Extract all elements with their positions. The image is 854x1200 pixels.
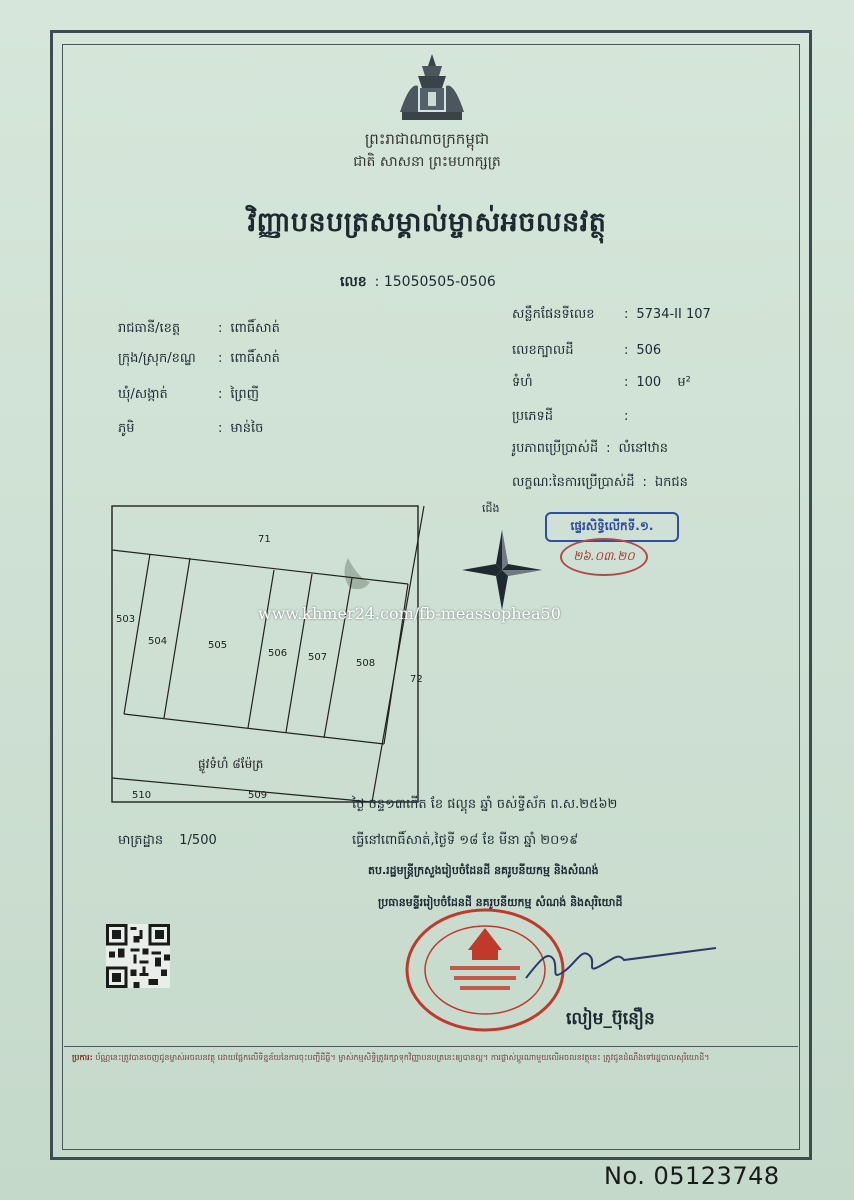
authority-line-2: ប្រធានមន្ទីររៀបចំដែនដី នគរូបនីយកម្ម សំណង់ និងសុរិយោដី <box>378 896 623 909</box>
commune-label: ឃុំ/សង្កាត់ <box>118 387 168 402</box>
parcel-number-row: លេខក្បាលដី : 506 <box>512 342 661 361</box>
footnote-label: ប្រការ: <box>72 1053 93 1062</box>
plot-label: 503 <box>116 614 136 625</box>
land-type-label: ប្រភេទដី <box>512 409 554 424</box>
road-label: ផ្លូវទំហំ ៨ម៉ែត្រ <box>198 757 264 771</box>
qr-code <box>106 924 170 988</box>
lunar-date: ថ្ងៃ ចន្ទ១៣កើត ខែ ផល្គុន ឆ្នាំ ចស់ទ្វីស័ក ព.ស.២៥៦២ <box>352 797 618 812</box>
province-value: ពោធិ៍សាត់ <box>230 321 280 336</box>
district-label: ក្រុង/ស្រុក/ខណ្ឌ <box>118 351 196 366</box>
certificate-number-label: លេខ <box>340 274 367 290</box>
north-label: ជើង <box>482 502 500 515</box>
serial-number: No. 05123748 <box>604 1162 780 1190</box>
use-character-value: ឯកជន <box>654 475 688 490</box>
area-unit: ម² <box>677 375 691 390</box>
province-label: រាជធានី/ខេត្ត <box>118 321 181 336</box>
area-label: ទំហំ <box>512 375 533 390</box>
district-value: ពោធិ៍សាត់ <box>230 351 280 366</box>
cadastral-map <box>112 506 423 802</box>
transfer-stamp: ផ្ទេរសិទ្ធិលើកទី.១. <box>545 512 679 542</box>
footnote <box>72 1052 790 1064</box>
scale-value: 1/500 <box>179 833 217 848</box>
plot-label: 507 <box>308 652 328 663</box>
plot-label: 72 <box>410 674 423 685</box>
area-value: 100 <box>636 375 662 390</box>
use-character-label: លក្ខណៈនៃការប្រើប្រាស់ដី <box>512 475 635 490</box>
land-type-row: ប្រភេទដី : <box>512 408 636 427</box>
village-value: មាន់ចៃ <box>230 421 264 436</box>
village-row: ភូមិ : មាន់ចៃ <box>118 420 263 439</box>
land-use-label: រូបភាពប្រើប្រាស់ដី <box>512 441 599 456</box>
map-scale <box>118 832 217 851</box>
date-stamp: ២៦.០៣.២០ <box>560 538 648 576</box>
map-sheet-value: 5734-II 107 <box>636 307 711 322</box>
scale-label: មាត្រដ្ឋាន <box>118 833 164 848</box>
village-label: ភូមិ <box>118 421 135 436</box>
national-motto: ជាតិ សាសនា ព្រះមហាក្សត្រ <box>353 154 501 170</box>
plot-label: 508 <box>356 658 376 669</box>
watermark-text: www.khmer24.com/fb-meassophea50 <box>258 604 561 623</box>
plot-label: 504 <box>148 636 168 647</box>
plot-label: 506 <box>268 648 288 659</box>
certificate-number: លេខ : 15050505-0506 <box>340 274 496 290</box>
parcel-number-value: 506 <box>636 343 662 358</box>
signer-name: លៀម_ប៊ុនឿន <box>566 1009 655 1029</box>
royal-arms-emblem <box>392 52 472 124</box>
certificate-title: វិញ្ញាបនបត្រសម្គាល់ម្ចាស់អចលនវត្ថុ <box>247 207 607 238</box>
issue-date: ធ្វើនៅពោធិ៍សាត់,ថ្ងៃទី ១៨ ខែ មីនា ឆ្នាំ ២០១៩ <box>352 833 579 848</box>
commune-row: ឃុំ/សង្កាត់ : ព្រៃញី <box>118 386 259 405</box>
commune-value: ព្រៃញី <box>230 387 260 402</box>
plot-label: 509 <box>248 790 268 801</box>
use-character-row: លក្ខណៈនៃការប្រើប្រាស់ដី : ឯកជន <box>512 474 688 493</box>
map-sheet-row: សន្លឹកផែនទីលេខ : 5734-II 107 <box>512 306 711 325</box>
map-sheet-label: សន្លឹកផែនទីលេខ <box>512 307 595 322</box>
parcel-number-label: លេខក្បាលដី <box>512 343 574 358</box>
plot-label: 510 <box>132 790 152 801</box>
plot-label: 505 <box>208 640 228 651</box>
land-use-row: រូបភាពប្រើប្រាស់ដី : លំនៅឋាន <box>512 440 668 459</box>
plot-label: 71 <box>258 534 271 545</box>
authority-line-1: តប.រដ្ឋមន្ត្រីក្រសួងរៀបចំដែនដី នគរូបនីយកម្ម និងសំណង់ <box>368 864 599 877</box>
north-arrow-icon <box>462 530 542 610</box>
district-row: ក្រុង/ស្រុក/ខណ្ឌ : ពោធិ៍សាត់ <box>118 350 280 369</box>
province-row: រាជធានី/ខេត្ត : ពោធិ៍សាត់ <box>118 320 280 339</box>
area-row: ទំហំ : 100 ម² <box>512 374 691 393</box>
footnote-text: ប័ណ្ណនេះត្រូវបានចេញជូនម្ចាស់អចលនវត្ថុ ដោយផ្អែកលើទិន្នន័យនៃការចុះបញ្ជីដីធ្លី។ ម្ចាស់កម្មសិទ្ធិត្រូវរក្សាទុកវិញ្ញាបនបត្រនេះឲ្យបានល្អ។ ការផ្លាស់ប្តូរណាមួយលើអចលនវត្ថុនេះ ត្រូវជូនដំណឹងទៅរដ្ឋបាលសុរិយោដី។ <box>95 1053 710 1062</box>
certificate-number-value: 15050505-0506 <box>383 274 496 290</box>
kingdom-name: ព្រះរាជាណាចក្រកម្ពុជា <box>364 130 490 148</box>
signature <box>520 930 720 990</box>
note-divider <box>64 1046 798 1047</box>
land-use-value: លំនៅឋាន <box>618 441 669 456</box>
